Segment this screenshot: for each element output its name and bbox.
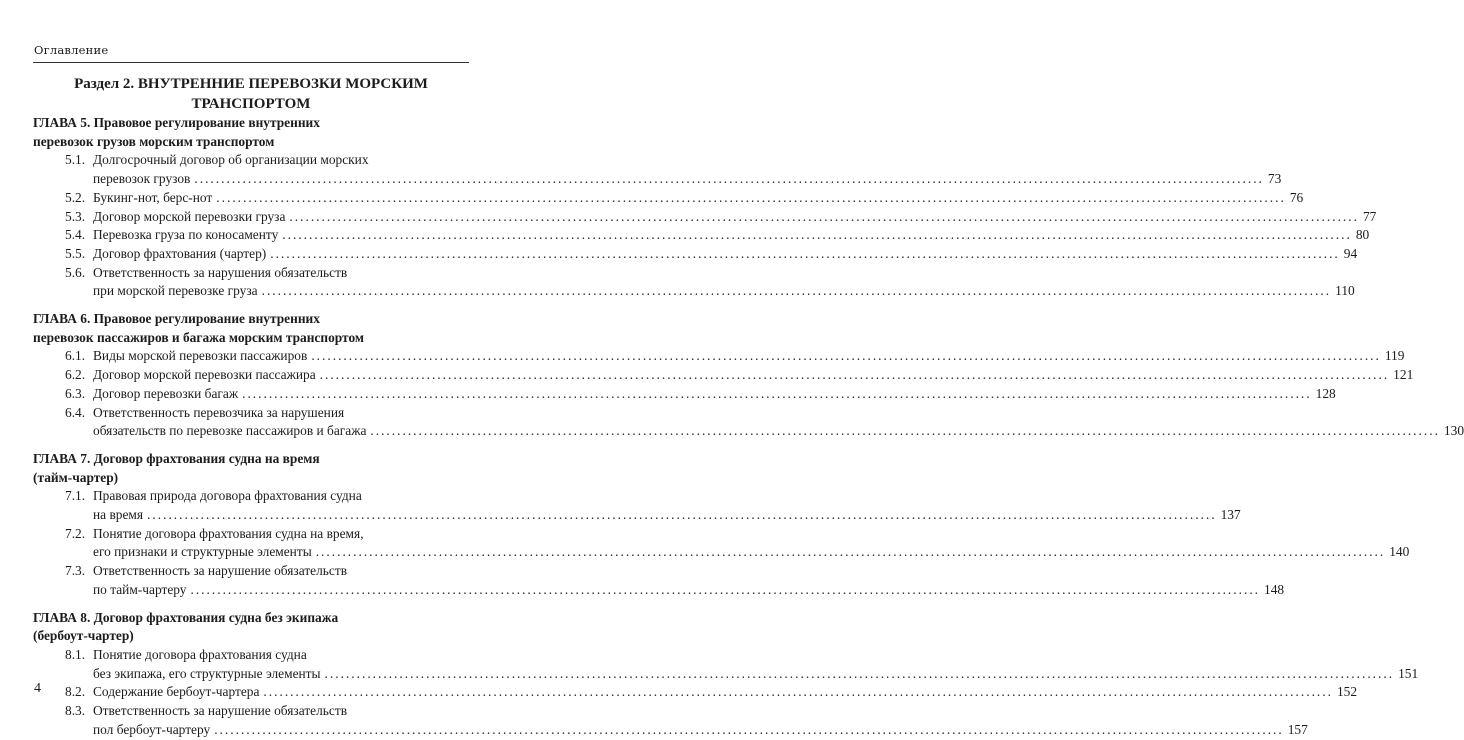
entry-title-line: Понятие договора фрахтования судна	[93, 646, 307, 662]
entry-title	[93, 487, 1241, 524]
entry-page-number: 137	[1220, 507, 1241, 523]
entry-final-line	[93, 543, 1409, 562]
entry-title-line: без экипажа, его структурные элементы	[93, 665, 321, 681]
entry-number: 7.3.	[65, 563, 86, 579]
entry-title-line: Букинг-нот, берс-нот	[93, 189, 213, 205]
entry-page-number: 76	[1289, 189, 1304, 205]
chapter-heading[interactable]	[33, 114, 467, 151]
entry-final-line	[93, 282, 1355, 301]
toc-entry[interactable]	[45, 245, 1358, 264]
toc-entry[interactable]	[45, 404, 1464, 441]
entry-number: 8.3.	[65, 703, 86, 719]
entry-final-line	[93, 721, 1308, 740]
entry-title-line: обязательств по перевозке пассажиров и багажа	[93, 423, 367, 439]
dot-leader: ........................................................................................................................................................................................................	[214, 721, 1284, 737]
entry-title	[93, 702, 1308, 739]
entry-title	[93, 646, 1418, 683]
section-title	[33, 74, 469, 114]
entry-title-line: Договор морской перевозки пассажира	[93, 367, 316, 383]
dot-leader: ........................................................................................................................................................................................................	[263, 684, 1333, 700]
entry-title	[93, 189, 1303, 208]
toc-entry[interactable]	[45, 487, 1241, 524]
chapter-heading[interactable]	[33, 609, 467, 646]
running-header: Оглавление	[34, 43, 109, 57]
entry-page-number: 130	[1443, 423, 1464, 439]
chapter-heading-line: ГЛАВА 5. Правовое регулирование внутренних	[33, 115, 320, 130]
toc-entry[interactable]	[45, 366, 1414, 385]
entry-title	[93, 404, 1464, 441]
entry-number: 6.2.	[65, 367, 86, 383]
entry-page-number: 94	[1343, 245, 1358, 261]
entry-final-line	[93, 366, 1413, 385]
entry-page-number: 140	[1389, 544, 1410, 560]
toc-entry[interactable]	[45, 702, 1308, 739]
dot-leader: ........................................................................................................................................................................................................	[370, 423, 1440, 439]
chapter-heading[interactable]	[33, 450, 467, 487]
entry-title-line: его признаки и структурные элементы	[93, 544, 312, 560]
entry-page-number: 152	[1336, 684, 1358, 700]
dot-leader: ........................................................................................................................................................................................................	[282, 227, 1352, 243]
entry-title	[93, 385, 1336, 404]
entry-title	[93, 264, 1355, 301]
chapter-heading-line: ГЛАВА 7. Договор фрахтования судна на время	[33, 450, 320, 466]
entry-title-line: Долгосрочный договор об организации морских	[93, 152, 369, 168]
entry-number: 6.3.	[65, 385, 86, 401]
chapter-gap	[45, 301, 467, 310]
entry-number: 7.2.	[65, 525, 86, 541]
dot-leader: ........................................................................................................................................................................................................	[216, 189, 1286, 205]
entry-page-number: 80	[1355, 227, 1370, 243]
entry-page-number: 151	[1398, 665, 1419, 681]
chapter-heading-line: (бербоут-чартер)	[33, 628, 134, 644]
header-rule	[33, 62, 469, 63]
entry-title	[93, 226, 1369, 245]
entry-final-line	[93, 245, 1357, 264]
entry-title	[93, 245, 1357, 264]
chapter-gap	[45, 600, 467, 609]
entry-page-number: 121	[1393, 367, 1414, 383]
toc-entry[interactable]	[45, 189, 1304, 208]
chapter-heading-line: ГЛАВА 8. Договор фрахтования судна без экипажа	[33, 609, 339, 625]
dot-leader: ........................................................................................................................................................................................................	[190, 581, 1261, 597]
chapter-gap	[45, 441, 467, 450]
entry-title-line: Договор морской перевозки груза	[93, 208, 286, 224]
entry-final-line	[93, 506, 1241, 525]
entry-title-line: Ответственность за нарушения обязательств	[93, 264, 348, 280]
entry-number: 8.1.	[65, 646, 86, 662]
entry-title	[93, 151, 1281, 188]
dot-leader: ........................................................................................................................................................................................................	[289, 208, 1359, 224]
entry-final-line	[93, 189, 1303, 208]
toc-entry[interactable]	[45, 562, 1285, 599]
entry-final-line	[93, 226, 1369, 245]
chapter-heading-line: перевозок грузов морским транспортом	[33, 133, 275, 149]
entry-page-number: 110	[1335, 283, 1355, 299]
entry-number: 7.1.	[65, 488, 86, 504]
toc-entry[interactable]	[45, 208, 1377, 227]
dot-leader: ........................................................................................................................................................................................................	[270, 245, 1340, 261]
entry-title-line: Ответственность за нарушение обязательств	[93, 703, 348, 719]
entry-title-line: Ответственность перевозчика за нарушения	[93, 404, 345, 420]
toc-entry[interactable]	[45, 347, 1405, 366]
entry-title-line: Ответственность за нарушение обязательств	[93, 563, 348, 579]
entry-title	[93, 208, 1376, 227]
toc-entry[interactable]	[45, 226, 1370, 245]
entry-title-line: Договор перевозки багаж	[93, 385, 239, 401]
entry-title-line: на время	[93, 507, 144, 523]
page-number: 4	[34, 681, 41, 696]
entry-title-line: Договор фрахтования (чартер)	[93, 245, 267, 261]
entry-title	[93, 562, 1284, 599]
entry-number: 5.2.	[65, 189, 86, 205]
entry-final-line	[93, 422, 1464, 441]
entry-title-line: Виды морской перевозки пассажиров	[93, 348, 308, 364]
entry-number: 6.4.	[65, 404, 86, 420]
entry-title-line: Содержание бербоут-чартера	[93, 684, 260, 700]
entry-final-line	[93, 208, 1376, 227]
entry-number: 5.1.	[65, 152, 86, 168]
chapter-heading-line: ГЛАВА 6. Правовое регулирование внутренних	[33, 311, 320, 327]
toc-entry[interactable]	[45, 683, 1358, 702]
toc-entry[interactable]	[45, 646, 1419, 683]
entry-title-line: при морской перевозке груза	[93, 283, 258, 299]
entry-number: 5.3.	[65, 208, 86, 224]
dot-leader: ........................................................................................................................................................................................................	[147, 507, 1217, 523]
entry-title-line: перевозок грузов	[93, 171, 191, 187]
entry-final-line	[93, 665, 1418, 684]
toc-entry[interactable]	[45, 264, 1355, 301]
chapter-heading-line: перевозок пассажиров и багажа морским транспортом	[33, 329, 365, 345]
entry-number: 5.6.	[65, 264, 86, 280]
entry-title-line: пол бербоут-чартеру	[93, 721, 211, 737]
chapter-heading-line: (тайм-чартер)	[33, 469, 119, 485]
entry-title-line: Понятие договора фрахтования судна на время,	[93, 525, 364, 541]
toc-entry[interactable]	[45, 385, 1336, 404]
dot-leader: ........................................................................................................................................................................................................	[242, 385, 1312, 401]
entry-title-line: по тайм-чартеру	[93, 581, 187, 597]
entry-title	[93, 525, 1409, 562]
entry-final-line	[93, 683, 1357, 702]
entry-title	[93, 683, 1357, 702]
chapter-heading[interactable]	[33, 310, 467, 347]
entry-page-number: 157	[1287, 721, 1308, 737]
dot-leader: ........................................................................................................................................................................................................	[324, 665, 1395, 681]
toc-entry[interactable]	[45, 525, 1410, 562]
entry-number: 8.2.	[65, 684, 86, 700]
entry-page-number: 77	[1362, 208, 1377, 224]
entry-number: 5.4.	[65, 227, 86, 243]
entry-page-number: 119	[1384, 348, 1405, 364]
entry-page-number: 148	[1264, 581, 1285, 597]
dot-leader: ........................................................................................................................................................................................................	[319, 367, 1390, 383]
section-title-line: Раздел 2. ВНУТРЕННИЕ ПЕРЕВОЗКИ МОРСКИМ	[74, 76, 428, 92]
entry-final-line	[93, 385, 1336, 404]
section-title-line: ТРАНСПОРТОМ	[191, 96, 311, 112]
entry-title-line: Перевозка груза по коносаменту	[93, 227, 279, 243]
toc-entry[interactable]	[45, 151, 1282, 188]
entry-title-line: Правовая природа договора фрахтования судна	[93, 488, 362, 504]
dot-leader: ........................................................................................................................................................................................................	[315, 544, 1386, 560]
entry-number: 5.5.	[65, 245, 86, 261]
entry-final-line	[93, 347, 1404, 366]
entry-final-line	[93, 581, 1284, 600]
entry-title	[93, 366, 1413, 385]
table-of-contents	[33, 114, 1464, 740]
entry-title	[93, 347, 1404, 366]
dot-leader: ........................................................................................................................................................................................................	[261, 283, 1332, 299]
entry-final-line	[93, 170, 1281, 189]
dot-leader: ........................................................................................................................................................................................................	[311, 348, 1381, 364]
entry-number: 6.1.	[65, 348, 86, 364]
dot-leader: ........................................................................................................................................................................................................	[194, 171, 1264, 187]
entry-page-number: 73	[1267, 171, 1282, 187]
entry-page-number: 128	[1315, 385, 1336, 401]
